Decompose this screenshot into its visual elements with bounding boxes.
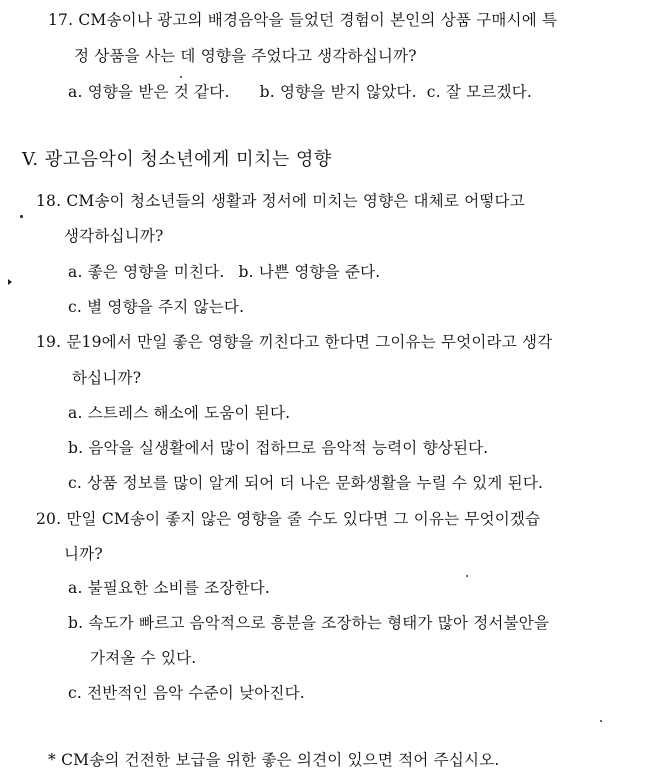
- q17-option-a[interactable]: a. 영향을 받은 것 같다.: [68, 83, 230, 101]
- scan-speck: [600, 720, 602, 722]
- q19-option-a[interactable]: a. 스트레스 해소에 도움이 된다.: [68, 404, 291, 422]
- scan-speck: [20, 215, 23, 218]
- q20-text-line1: 20. 만일 CM송이 좋지 않은 영향을 줄 수도 있다면 그 이유는 무엇이겠습: [36, 510, 541, 528]
- q18-option-a[interactable]: a. 좋은 영향을 미친다.: [68, 263, 225, 281]
- q18-option-c[interactable]: c. 별 영향을 주지 않는다.: [68, 298, 245, 316]
- section-v-title: V. 광고음악이 청소년에게 미치는 영향: [22, 149, 332, 170]
- q19-text-line2: 하십니까?: [72, 369, 142, 387]
- q17-option-b[interactable]: b. 영향을 받지 않았다.: [259, 83, 417, 101]
- q19-option-c[interactable]: c. 상품 정보를 많이 알게 되어 더 나은 문화생활을 누릴 수 있게 된다.: [68, 474, 544, 492]
- q17-options: [68, 82, 532, 102]
- q18-text-line2: 생각하십니까?: [64, 227, 164, 245]
- scan-speck: [466, 575, 468, 577]
- q17-option-c[interactable]: c. 잘 모르겠다.: [426, 83, 533, 101]
- q17-text-line1: 17. CM송이나 광고의 배경음악을 들었던 경험이 본인의 상품 구매시에 특: [48, 11, 558, 29]
- q20-option-c[interactable]: c. 전반적인 음악 수준이 낮아진다.: [68, 684, 305, 702]
- q18-option-b[interactable]: b. 나쁜 영향을 준다.: [238, 263, 381, 281]
- scan-speck: [180, 76, 182, 78]
- footer-note: * CM송의 건전한 보급을 위한 좋은 의견이 있으면 적어 주십시오.: [48, 751, 500, 769]
- q20-option-b-line1[interactable]: b. 속도가 빠르고 음악적으로 흥분을 조장하는 형태가 많아 정서불안을: [68, 614, 550, 632]
- q17-text-line2: 정 상품을 사는 데 영향을 주었다고 생각하십니까?: [74, 47, 417, 65]
- q19-option-b[interactable]: b. 음악을 실생활에서 많이 접하므로 음악적 능력이 향상된다.: [68, 439, 489, 457]
- q20-option-a[interactable]: a. 불필요한 소비를 조장한다.: [68, 579, 270, 597]
- q20-text-line2: 니까?: [64, 545, 103, 563]
- q20-option-b-line2: 가져올 수 있다.: [90, 649, 197, 667]
- margin-mark: [8, 279, 12, 285]
- q19-text-line1: 19. 문19에서 만일 좋은 영향을 끼친다고 한다면 그이유는 무엇이라고 생각: [36, 333, 553, 351]
- q18-text-line1: 18. CM송이 청소년들의 생활과 정서에 미치는 영향은 대체로 어떻다고: [36, 192, 525, 210]
- q18-options-row1: [68, 262, 380, 282]
